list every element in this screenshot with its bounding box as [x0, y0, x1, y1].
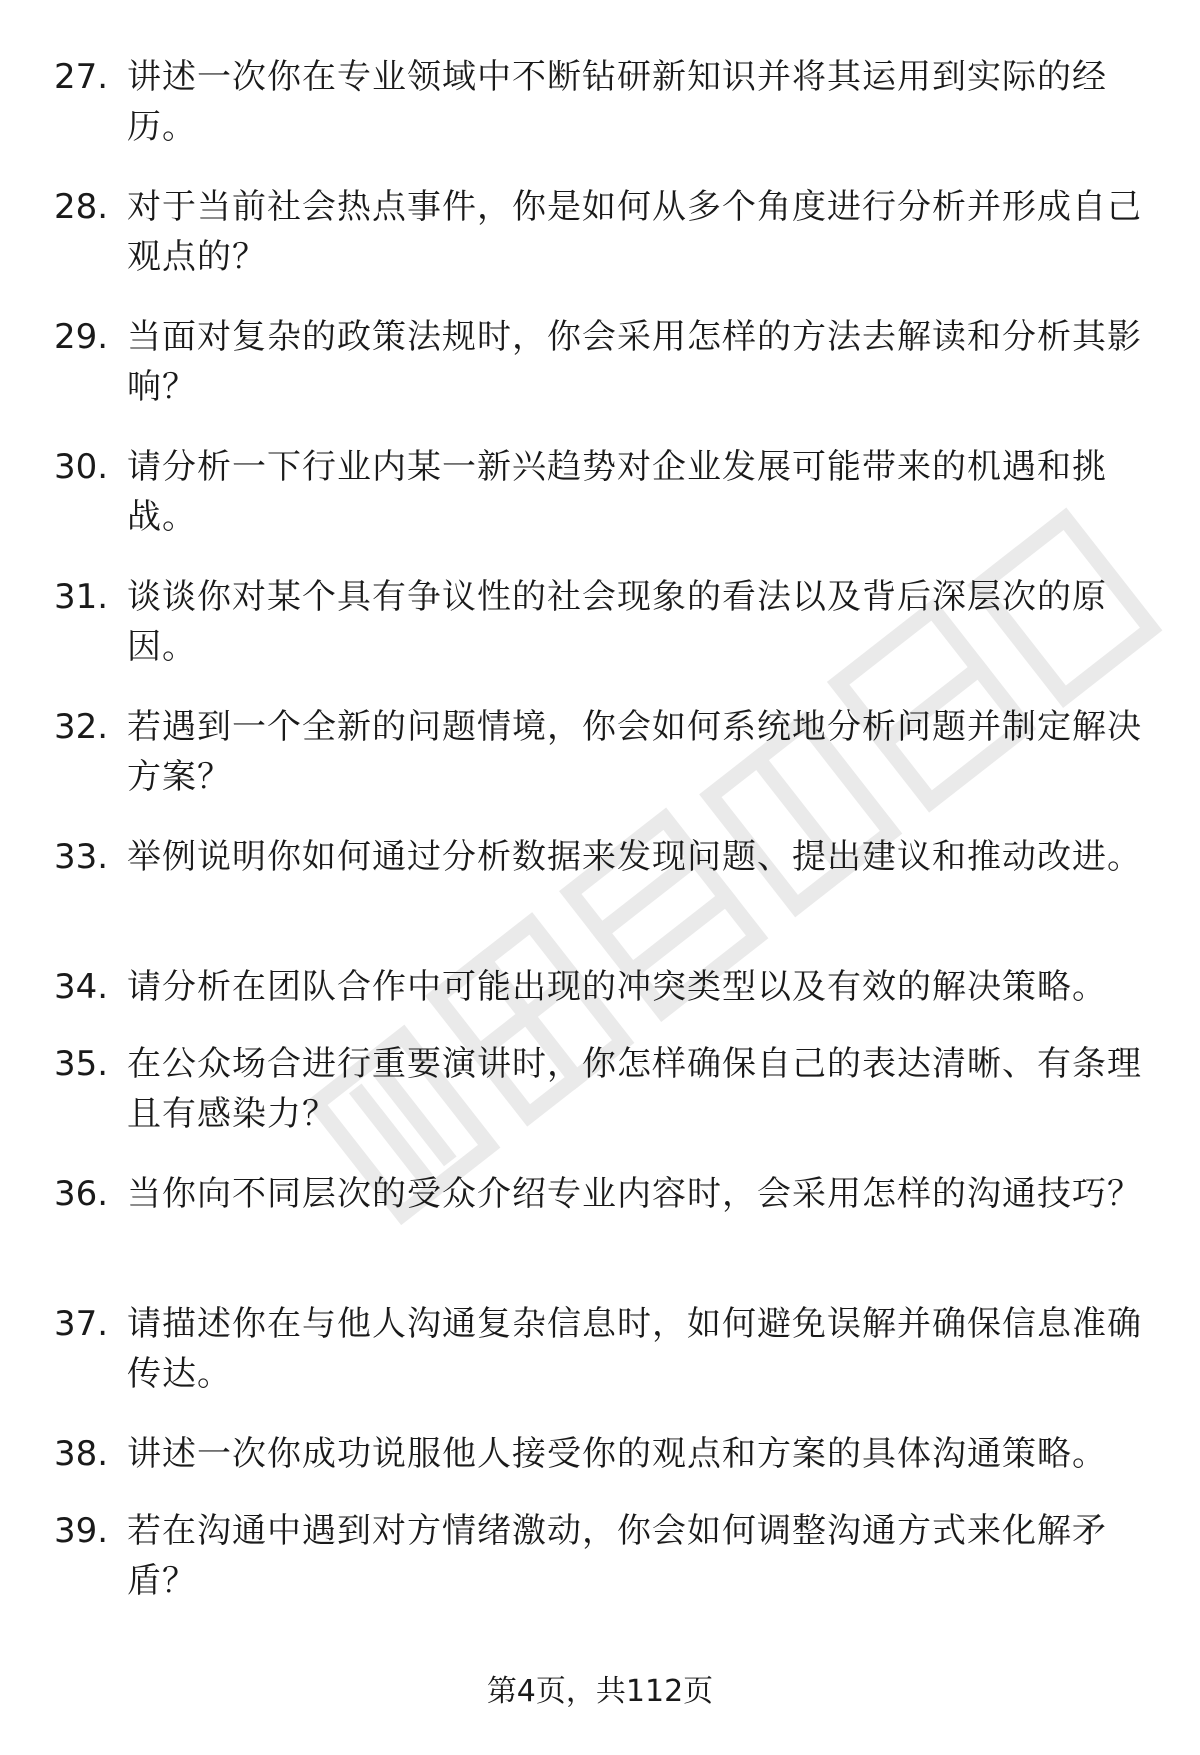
- question-number: 35.: [54, 1044, 109, 1084]
- question-text: 请分析一下行业内某一新兴趋势对企业发展可能带来的机遇和挑战。: [127, 447, 1107, 537]
- question-item: [0, 1506, 1200, 1619]
- question-number: 38.: [54, 1434, 109, 1474]
- question-item: [0, 52, 1200, 165]
- question-number: 28.: [54, 187, 109, 227]
- question-item: [0, 1429, 1200, 1489]
- question-number: 37.: [54, 1304, 109, 1344]
- question-text: 在公众场合进行重要演讲时，你怎样确保自己的表达清晰、有条理且有感染力？: [127, 1044, 1142, 1134]
- question-item: [0, 572, 1200, 685]
- question-number: 39.: [54, 1511, 109, 1551]
- question-text: 当面对复杂的政策法规时，你会采用怎样的方法去解读和分析其影响？: [127, 317, 1142, 407]
- question-number: 34.: [54, 967, 109, 1007]
- question-number: 29.: [54, 317, 109, 357]
- question-number: 33.: [54, 837, 109, 877]
- question-text: 若遇到一个全新的问题情境，你会如何系统地分析问题并制定解决方案？: [127, 707, 1142, 797]
- question-text: 讲述一次你在专业领域中不断钻研新知识并将其运用到实际的经历。: [127, 57, 1107, 147]
- question-text: 请描述你在与他人沟通复杂信息时，如何避免误解并确保信息准确传达。: [127, 1304, 1142, 1394]
- question-item: [0, 702, 1200, 815]
- question-text: 请分析在团队合作中可能出现的冲突类型以及有效的解决策略。: [127, 967, 1107, 1007]
- question-item: [0, 832, 1200, 945]
- question-text: 对于当前社会热点事件，你是如何从多个角度进行分析并形成自己观点的？: [127, 187, 1142, 277]
- question-item: [0, 182, 1200, 295]
- page-indicator: 第4页，共112页: [486, 1674, 714, 1709]
- question-item: [0, 1169, 1200, 1282]
- question-list: [0, 52, 1200, 1636]
- question-item: [0, 962, 1200, 1022]
- question-item: [0, 1039, 1200, 1152]
- question-number: 27.: [54, 57, 109, 97]
- question-number: 31.: [54, 577, 109, 617]
- question-number: 30.: [54, 447, 109, 487]
- question-item: [0, 1299, 1200, 1412]
- question-number: 32.: [54, 707, 109, 747]
- question-item: [0, 442, 1200, 555]
- question-text: 举例说明你如何通过分析数据来发现问题、提出建议和推动改进。: [127, 837, 1142, 877]
- question-number: 36.: [54, 1174, 109, 1214]
- question-text: 当你向不同层次的受众介绍专业内容时，会采用怎样的沟通技巧？: [127, 1174, 1142, 1214]
- question-text: 谈谈你对某个具有争议性的社会现象的看法以及背后深层次的原因。: [127, 577, 1107, 667]
- question-text: 讲述一次你成功说服他人接受你的观点和方案的具体沟通策略。: [127, 1434, 1107, 1474]
- question-item: [0, 312, 1200, 425]
- question-text: 若在沟通中遇到对方情绪激动，你会如何调整沟通方式来化解矛盾？: [127, 1511, 1107, 1601]
